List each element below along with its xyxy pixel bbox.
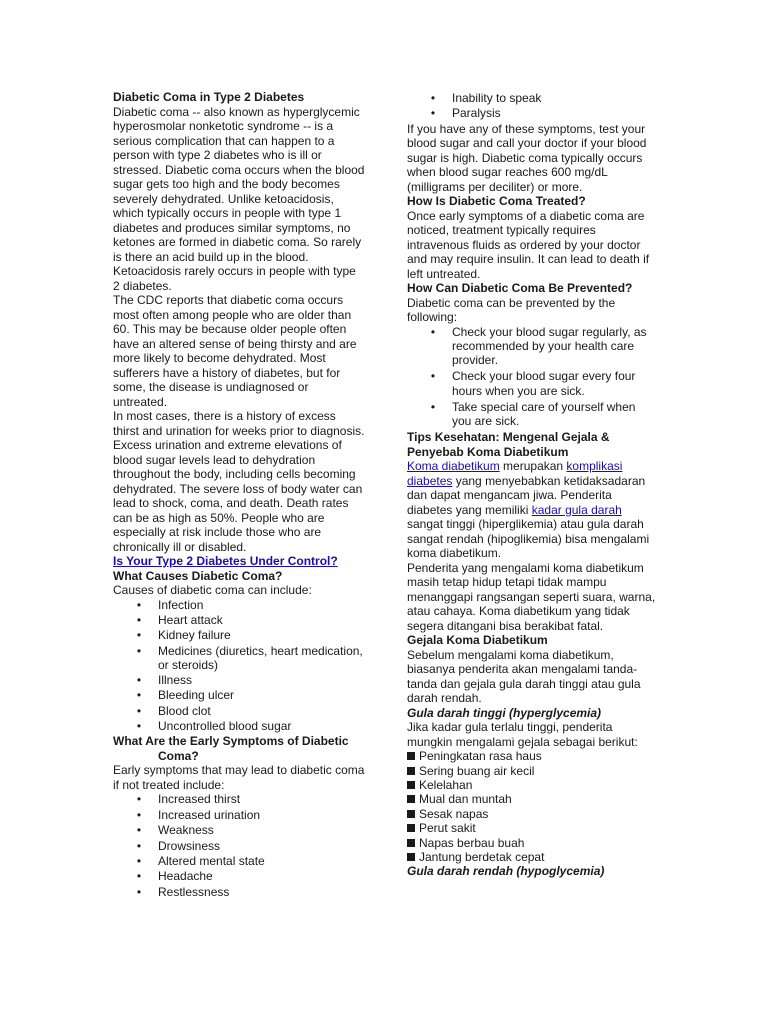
left-column — [113, 90, 365, 900]
bullet-icon: • — [430, 399, 436, 414]
hyperglycemia-intro: Jika kadar gula terlalu tinggi, penderita mungkin mengalami gejala sebagai berikut: — [407, 720, 638, 749]
bullet-icon: • — [136, 672, 142, 687]
hyperglycemia-heading: Gula darah tinggi (hyperglycemia) — [407, 705, 602, 720]
bullet-icon: • — [136, 838, 142, 853]
prevent-intro: Diabetic coma can be prevented by the following: — [407, 295, 616, 325]
list-item: • Uncontrolled blood sugar — [113, 719, 365, 734]
hyperglycemia-list — [407, 749, 657, 864]
list-item: • Headache — [113, 869, 365, 884]
bullet-icon: • — [136, 807, 142, 822]
prevent-heading: How Can Diabetic Coma Be Prevented? — [407, 281, 633, 296]
bullet-icon: • — [136, 612, 142, 627]
list-item: • Blood clot — [113, 704, 365, 719]
square-bullet-icon — [407, 824, 415, 832]
prevent-list — [407, 325, 657, 428]
bullet-icon: • — [136, 853, 142, 868]
history-paragraph: In most cases, there is a history of excess thirst and urination for weeks prior to diagnosis. Excess urination and extreme elevations of blood sugar levels lead to dehydration throughout the body, including cells becoming dehydrated. The severe loss of body water can lead to shock, coma, and death. Death rates can be as high as 50%. People who are especially at risk include those who are chronically ill or disabled. — [113, 409, 365, 554]
square-bullet-icon — [407, 839, 415, 847]
list-item: • Heart attack — [113, 613, 365, 628]
symptoms-continued-list — [407, 91, 657, 122]
bullet-icon: • — [136, 597, 142, 612]
bullet-icon: • — [136, 792, 142, 807]
list-item: Sesak napas — [407, 807, 657, 821]
causes-intro: Causes of diabetic coma can include: — [113, 583, 312, 597]
tips-paragraph: Koma diabetikum merupakan komplikasi diabetes yang menyebabkan ketidaksadaran dan dapat mengancam jiwa. Penderita diabetes yang memiliki kadar gula darah sangat tinggi (hiperglikemia) atau gula darah sangat rendah (hipoglikemia) bisa mengalami koma diabetikum. — [407, 459, 650, 561]
list-item: • Drowsiness — [113, 839, 365, 854]
list-item: • Increased urination — [113, 808, 365, 823]
test-paragraph: If you have any of these symptoms, test your blood sugar and call your doctor if your blood sugar is high. Diabetic coma typically occurs when blood sugar reaches 600 mg/dL (milligrams per deciliter) or more. — [407, 121, 647, 194]
cdc-paragraph: The CDC reports that diabetic coma occurs most often among people who are older than 60. This may be because older people often have an altered sense of being thirsty and are more likely to become dehydrated. Most sufferers have a history of diabetes, but for some, the disease is undiagnosed or untreated. — [113, 293, 357, 409]
kadar-gula-darah-link[interactable]: kadar gula darah — [531, 502, 622, 517]
list-item: • Check your blood sugar regularly, as recommended by your health care provider. — [407, 325, 657, 368]
list-item: • Paralysis — [407, 106, 657, 121]
square-bullet-icon — [407, 781, 415, 789]
bullet-icon: • — [136, 884, 142, 899]
square-bullet-icon — [407, 853, 415, 861]
penderita-paragraph: Penderita yang mengalami koma diabetikum masih tetap hidup tetapi tidak mampu menanggapi rangsangan seperti suara, warna, atau cahaya. Koma diabetikum yang tidak segera ditangani bisa berakibat fatal. — [407, 560, 656, 633]
list-item: • Infection — [113, 598, 365, 613]
causes-heading: What Causes Diabetic Coma? — [113, 568, 283, 583]
square-bullet-icon — [407, 767, 415, 775]
square-bullet-icon — [407, 795, 415, 803]
bullet-icon: • — [136, 643, 142, 658]
komplikasi-diabetes-link[interactable]: komplikasi diabetes — [407, 459, 623, 488]
list-item: Perut sakit — [407, 821, 657, 835]
bullet-icon: • — [430, 369, 436, 384]
list-item: • Kidney failure — [113, 628, 365, 643]
diabetes-control-link[interactable]: Is Your Type 2 Diabetes Under Control? — [113, 554, 338, 568]
hypoglycemia-heading: Gula darah rendah (hypoglycemia) — [407, 864, 605, 879]
bullet-icon: • — [430, 91, 436, 105]
causes-list — [113, 598, 365, 735]
bullet-icon: • — [430, 106, 436, 121]
bullet-icon: • — [136, 688, 142, 703]
list-item: • Restlessness — [113, 885, 365, 900]
square-bullet-icon — [407, 810, 415, 818]
bullet-icon: • — [136, 703, 142, 718]
list-item: Napas berbau buah — [407, 836, 657, 850]
right-column — [407, 91, 657, 879]
bullet-icon: • — [136, 718, 142, 733]
bullet-icon: • — [136, 823, 142, 838]
list-item: • Inability to speak — [407, 91, 657, 106]
list-item: Jantung berdetak cepat — [407, 850, 657, 864]
treated-heading: How Is Diabetic Coma Treated? — [407, 194, 586, 209]
list-item: Mual dan muntah — [407, 792, 657, 806]
list-item: Kelelahan — [407, 778, 657, 792]
bullet-icon: • — [136, 628, 142, 643]
list-item: Peningkatan rasa haus — [407, 749, 657, 763]
list-item: • Illness — [113, 673, 365, 688]
article-title: Diabetic Coma in Type 2 Diabetes — [113, 90, 305, 104]
list-item: • Medicines (diuretics, heart medication, or steroids) — [113, 644, 365, 673]
gejala-paragraph: Sebelum mengalami koma diabetikum, biasanya penderita akan mengalami tanda-tanda dan gejala gula darah tinggi atau gula darah rendah. — [407, 647, 641, 706]
early-symptoms-intro: Early symptoms that may lead to diabetic coma if not treated include: — [113, 763, 365, 792]
list-item: • Check your blood sugar every four hours when you are sick. — [407, 369, 657, 397]
list-item: • Increased thirst — [113, 792, 365, 807]
early-symptoms-list — [113, 792, 365, 900]
treated-paragraph: Once early symptoms of a diabetic coma are noticed, treatment typically requires intravenous fluids as ordered by your doctor and may require insulin. It can lead to death if left untreated. — [407, 208, 650, 281]
list-item: • Take special care of yourself when you are sick. — [407, 400, 657, 428]
list-item: Sering buang air kecil — [407, 764, 657, 778]
list-item: • Weakness — [113, 823, 365, 838]
bullet-icon: • — [430, 324, 436, 339]
tips-heading: Tips Kesehatan: Mengenal Gejala & Penyebab Koma Diabetikum — [407, 430, 610, 459]
list-item: • Bleeding ulcer — [113, 688, 365, 703]
list-item: • Altered mental state — [113, 854, 365, 869]
koma-diabetikum-link[interactable]: Koma diabetikum — [407, 459, 500, 474]
intro-paragraph: Diabetic coma -- also known as hyperglycemic hyperosmolar nonketotic syndrome -- is a serious complication that can happen to a person with type 2 diabetes who is ill or stressed. Diabetic coma occurs when the blood sugar gets too high and the body becomes severely dehydrated. Unlike ketoacidosis, which typically occurs in people with type 1 diabetes and produces similar symptoms, no ketones are formed in diabetic coma. So rarely is there an acid build up in the blood. Ketoacidosis rarely occurs in people with type 2 diabetes. — [113, 104, 365, 293]
gejala-heading: Gejala Koma Diabetikum — [407, 633, 548, 648]
bullet-icon: • — [136, 869, 142, 884]
early-symptoms-heading: What Are the Early Symptoms of Diabetic Coma? — [113, 734, 349, 763]
square-bullet-icon — [407, 752, 415, 760]
